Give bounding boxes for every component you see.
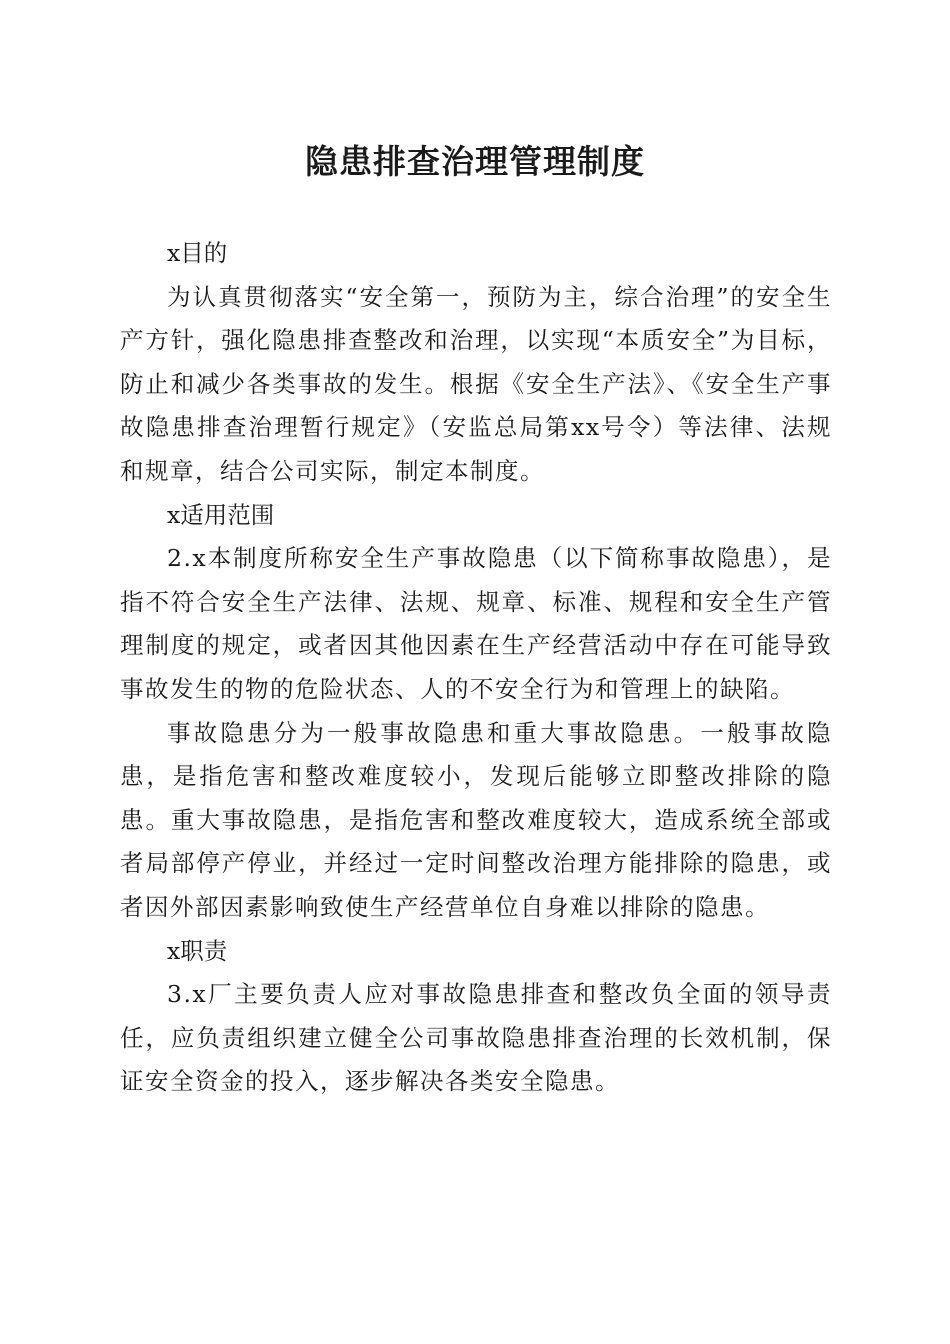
document-title: 隐患排查治理管理制度	[305, 142, 645, 181]
section-heading-responsibilities: x职责	[167, 936, 228, 965]
paragraph-hazard-classification: 事故隐患分为一般事故隐患和重大事故隐患。一般事故隐患，是指危害和整改难度较小，发现后能够立即整改排除的隐患。重大事故隐患，是指危害和整改难度较大，造成系统全部或者局部停产停业，并经过一定时间整改治理方能排除的隐患，或者因外部因素影响致使生产经营单位自身难以排除的隐患。	[120, 718, 832, 921]
paragraph-scope-definition: 2.x本制度所称安全生产事故隐患（以下简称事故隐患），是指不符合安全生产法律、法规、规章、标准、规程和安全生产管理制度的规定，或者因其他因素在生产经营活动中存在可能导致事故发生的物的危险状态、人的不安全行为和管理上的缺陷。	[120, 544, 832, 703]
paragraph-responsibilities: 3.x厂主要负责人应对事故隐患排查和整改负全面的领导责任，应负责组织建立健全公司事故隐患排查治理的长效机制，保证安全资金的投入，逐步解决各类安全隐患。	[120, 980, 832, 1096]
document-body	[120, 232, 832, 1104]
section-heading-scope: x适用范围	[167, 500, 275, 529]
paragraph-purpose: 为认真贯彻落实“安全第一，预防为主，综合治理”的安全生产方针，强化隐患排查整改和治理，以实现“本质安全”为目标，防止和减少各类事故的发生。根据《安全生产法》、《安全生产事故隐患排查治理暂行规定》（安监总局第xx号令）等法律、法规和规章，结合公司实际，制定本制度。	[120, 282, 832, 485]
section-heading-purpose: x目的	[167, 239, 228, 267]
